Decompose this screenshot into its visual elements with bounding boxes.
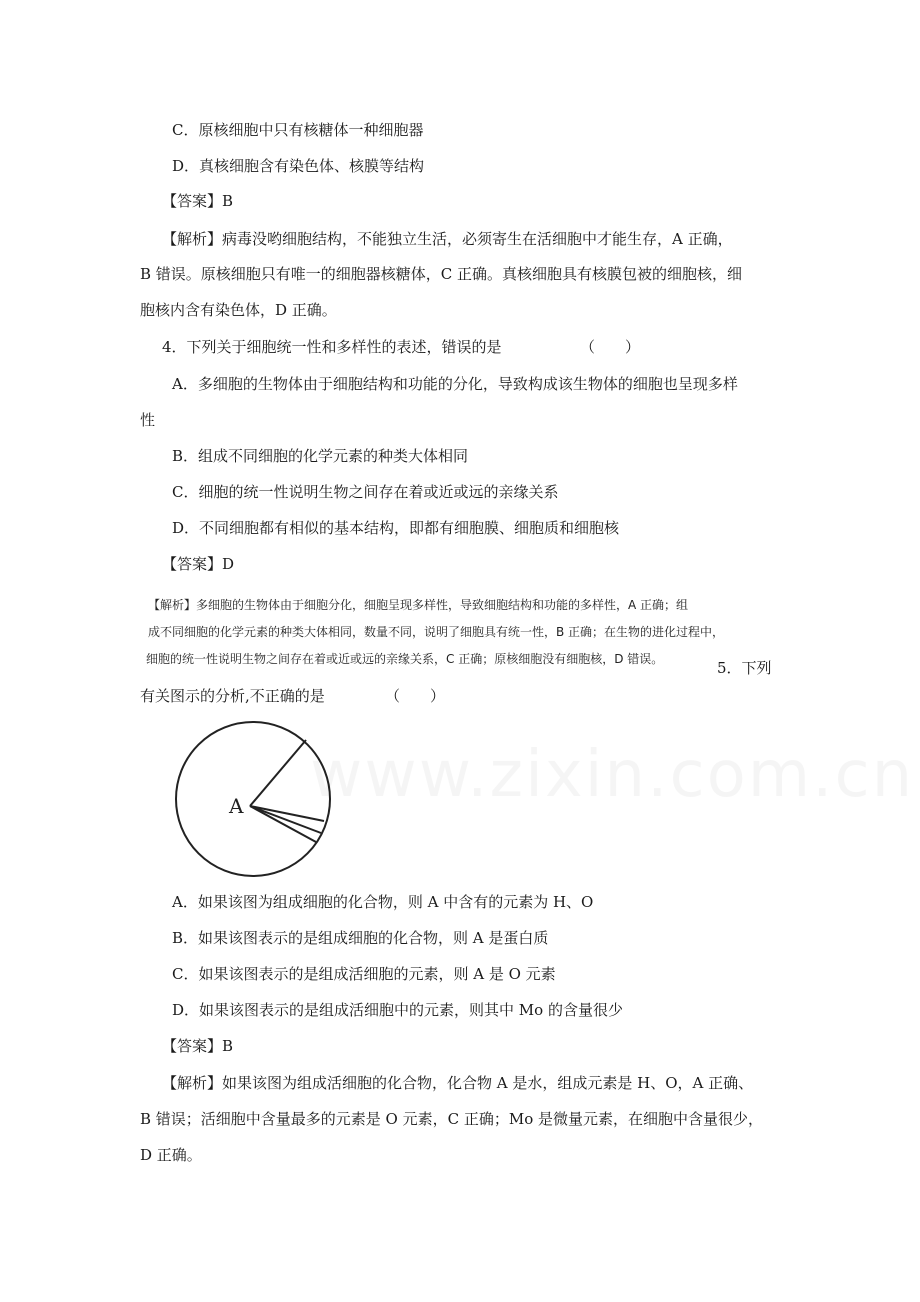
pie-circle [176, 722, 330, 876]
q5-option-d: D．如果该图表示的是组成活细胞中的元素，则其中 Mo 的含量很少 [172, 1001, 623, 1019]
q3-analysis-line3: 胞核内含有染色体，D 正确。 [140, 301, 337, 319]
q5-analysis-line2: B 错误；活细胞中含量最多的元素是 O 元素，C 正确；Mo 是微量元素，在细胞中含量很少， [140, 1110, 764, 1128]
pie-divider-1 [250, 740, 306, 806]
pie-figure [170, 718, 340, 878]
q4-analysis-line1: 【解析】多细胞的生物体由于细胞分化，细胞呈现多样性，导致细胞结构和功能的多样性，A 正确；组 [148, 598, 689, 612]
q4-stem: 4．下列关于细胞统一性和多样性的表述，错误的是 [162, 338, 502, 356]
q4-answer-paren: （ ） [580, 338, 641, 356]
q5-stem: 有关图示的分析,不正确的是 [140, 687, 325, 705]
q4-option-a-line2: 性 [140, 411, 156, 429]
q4-option-a-line1: A．多细胞的生物体由于细胞结构和功能的分化，导致构成该生物体的细胞也呈现多样 [172, 375, 738, 393]
pie-divider-4 [250, 806, 316, 842]
q4-option-d: D．不同细胞都有相似的基本结构，即都有细胞膜、细胞质和细胞核 [172, 519, 620, 537]
q3-analysis-line1: 【解析】病毒没哟细胞结构，不能独立生活，必须寄生在活细胞中才能生存，A 正确， [162, 230, 733, 248]
q3-answer: 【答案】B [162, 192, 234, 210]
q5-option-b: B．如果该图表示的是组成细胞的化合物，则 A 是蛋白质 [172, 929, 549, 947]
q5-option-c: C．如果该图表示的是组成活细胞的元素，则 A 是 O 元素 [172, 965, 556, 983]
q5-number: 5．下列 [717, 659, 772, 677]
q5-analysis-line1: 【解析】如果该图为组成活细胞的化合物，化合物 A 是水，组成元素是 H、O，A 正确、 [162, 1074, 754, 1092]
q4-option-b: B．组成不同细胞的化学元素的种类大体相同 [172, 447, 469, 465]
q4-analysis-line3: 细胞的统一性说明生物之间存在着或近或远的亲缘关系，C 正确；原核细胞没有细胞核，D 错误。 [146, 652, 664, 666]
q4-option-c: C．细胞的统一性说明生物之间存在着或近或远的亲缘关系 [172, 483, 559, 501]
watermark [310, 738, 914, 812]
q5-analysis-line3: D 正确。 [140, 1146, 202, 1164]
q3-option-d: D．真核细胞含有染色体、核膜等结构 [172, 157, 425, 175]
q3-analysis-line2: B 错误。原核细胞只有唯一的细胞器核糖体，C 正确。真核细胞具有核膜包被的细胞核，细 [140, 265, 743, 283]
q4-analysis-line2: 成不同细胞的化学元素的种类大体相同，数量不同，说明了细胞具有统一性，B 正确；在生物的进化过程中， [148, 625, 725, 639]
pie-divider-2 [250, 806, 324, 821]
q3-option-c: C．原核细胞中只有核糖体一种细胞器 [172, 121, 424, 139]
q5-answer: 【答案】B [162, 1037, 234, 1055]
pie-divider-3 [250, 806, 321, 833]
q4-answer: 【答案】D [162, 555, 235, 573]
q5-option-a: A．如果该图为组成细胞的化合物，则 A 中含有的元素为 H、O [172, 893, 594, 911]
pie-label-a: A [229, 794, 244, 818]
q5-answer-paren: （ ） [385, 687, 446, 705]
